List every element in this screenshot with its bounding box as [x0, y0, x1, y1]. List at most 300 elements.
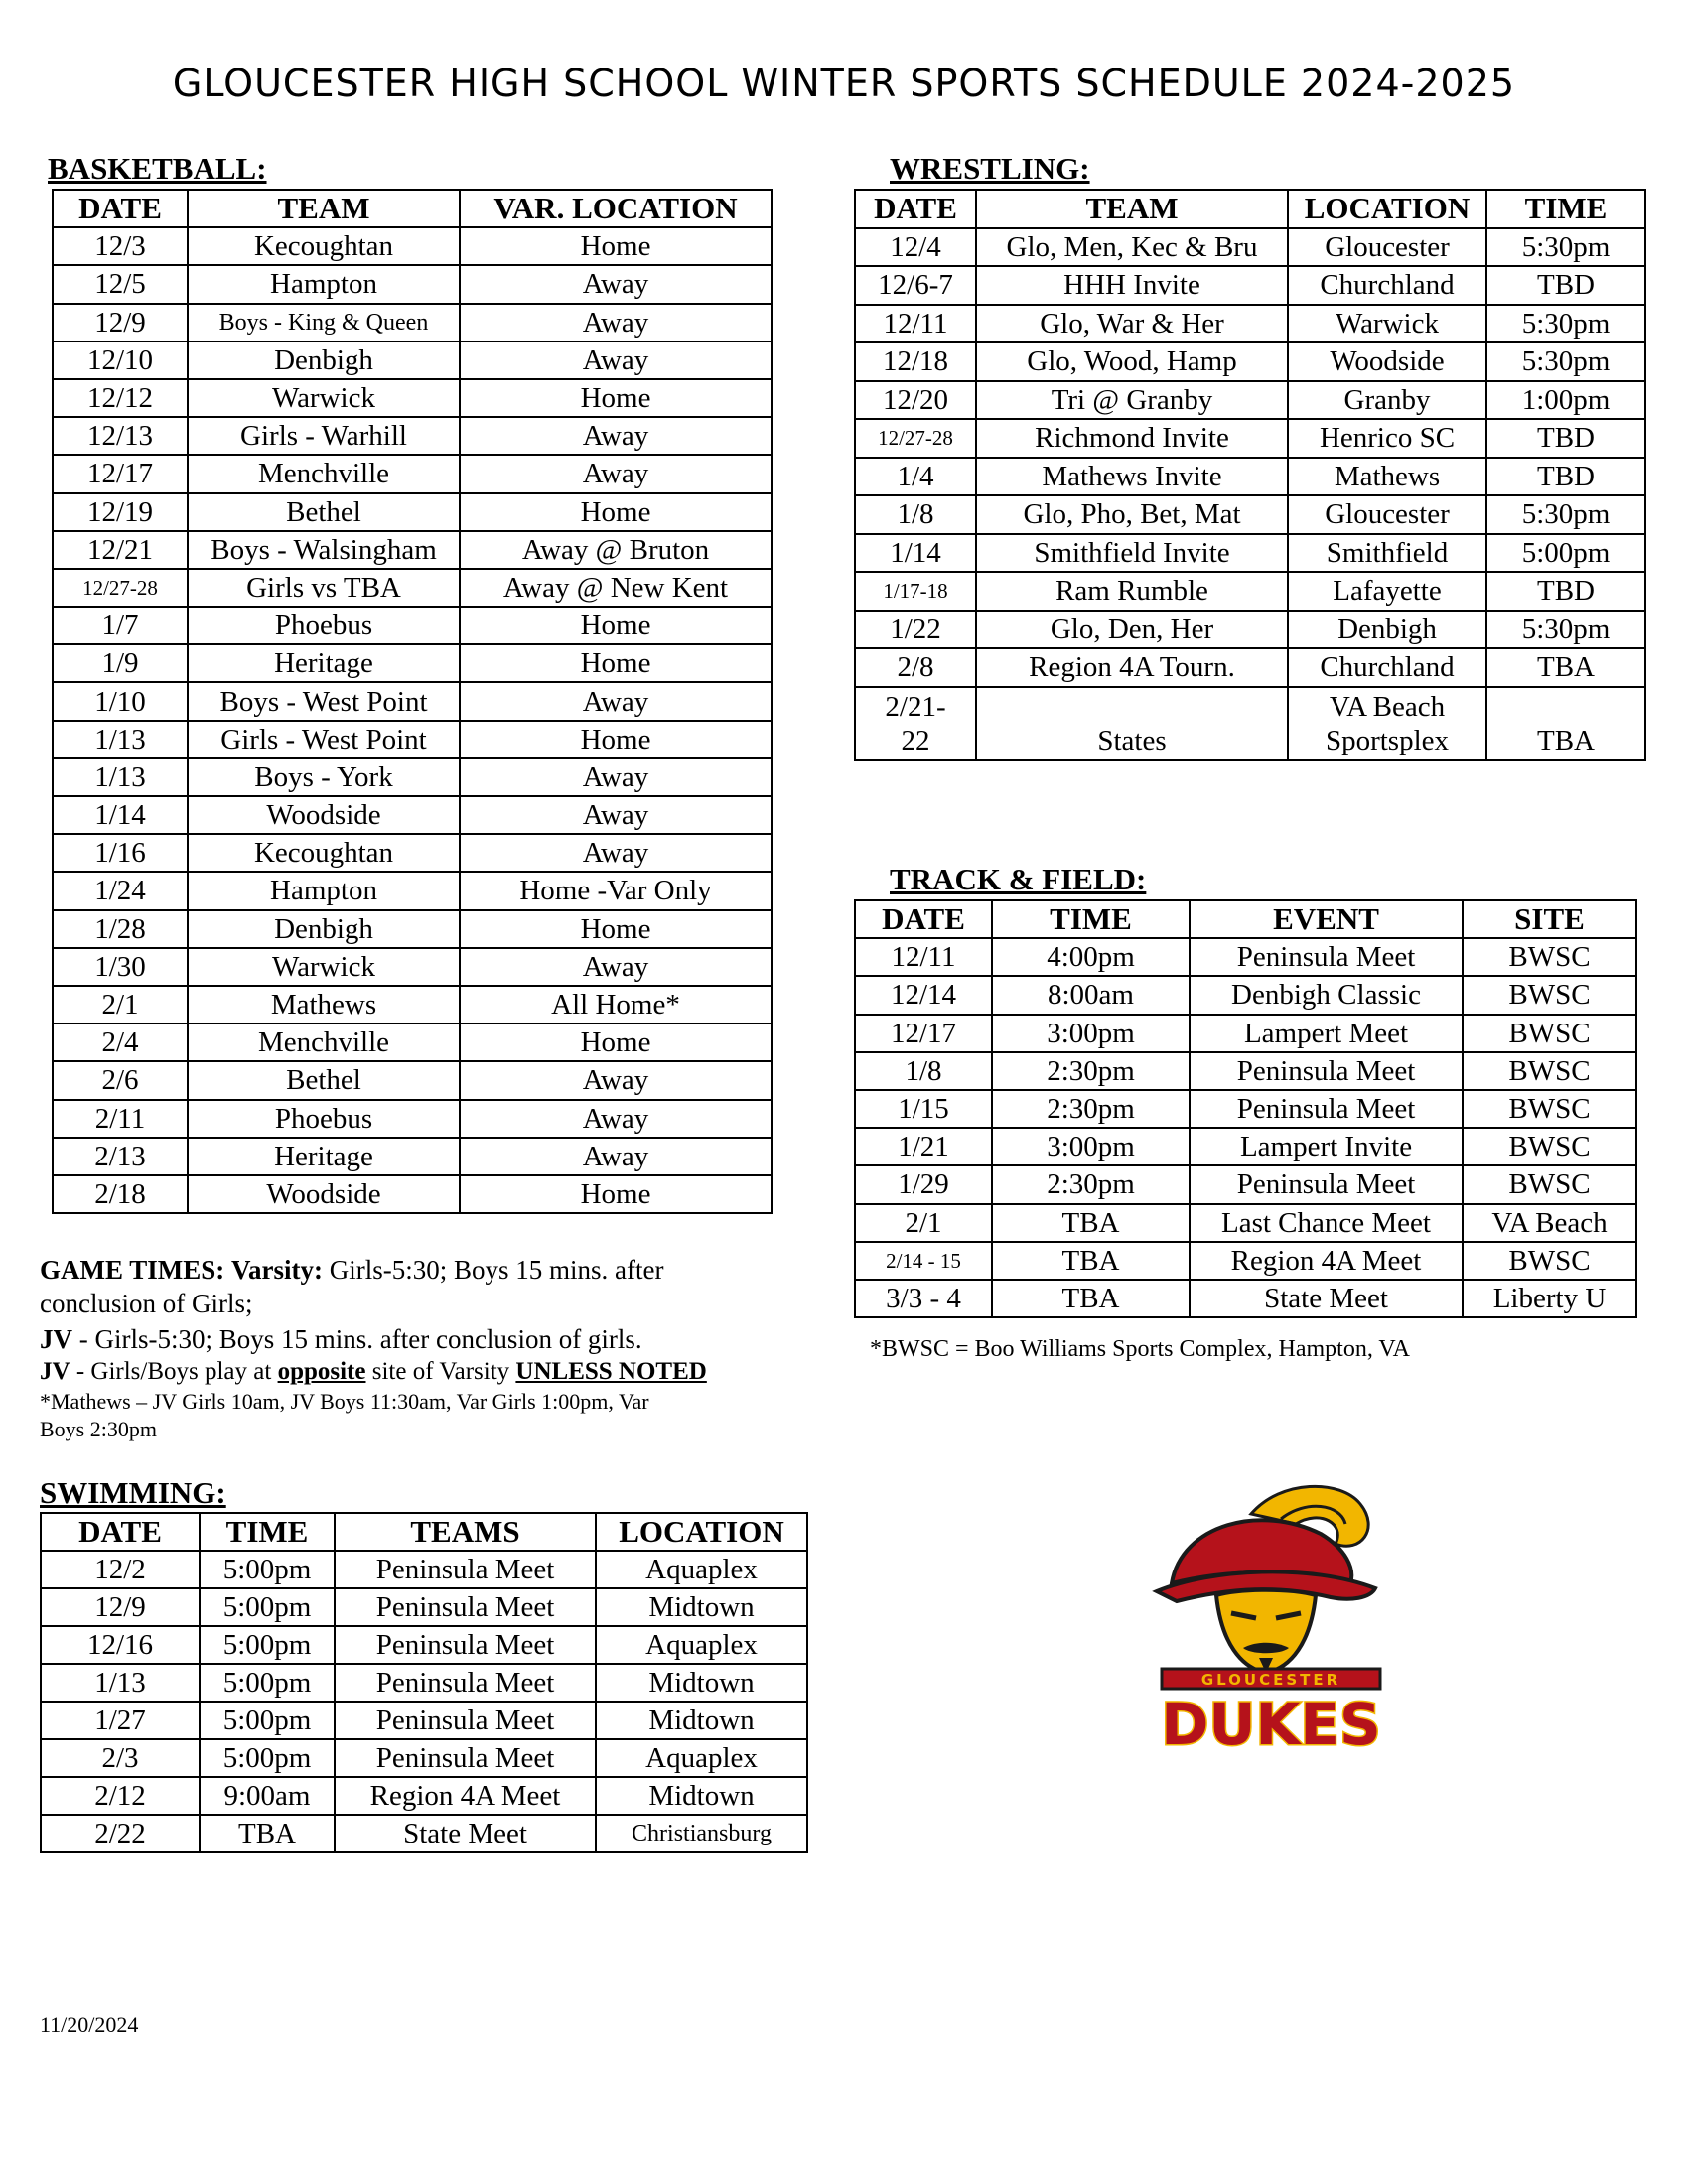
- swimming-cell: Midtown: [596, 1664, 807, 1702]
- basketball-cell: 12/27-28: [53, 569, 188, 607]
- swimming-header-0: DATE: [41, 1513, 200, 1551]
- swimming-cell: Peninsula Meet: [335, 1739, 596, 1777]
- swimming-header-3: LOCATION: [596, 1513, 807, 1551]
- track-cell: Liberty U: [1463, 1280, 1636, 1317]
- wrestling-cell: Granby: [1288, 381, 1486, 420]
- basketball-row: [53, 1138, 772, 1175]
- basketball-cell: Denbigh: [188, 341, 460, 379]
- basketball-row: [53, 227, 772, 265]
- wrestling-cell: 1:00pm: [1486, 381, 1645, 420]
- track-cell: Peninsula Meet: [1190, 1090, 1463, 1128]
- basketball-row: [53, 304, 772, 341]
- basketball-row: [53, 1061, 772, 1099]
- basketball-cell: Warwick: [188, 948, 460, 986]
- basketball-cell: 12/21: [53, 531, 188, 569]
- basketball-cell: Hampton: [188, 872, 460, 909]
- track-cell: BWSC: [1463, 1165, 1636, 1203]
- jv-times-note: [40, 1322, 642, 1356]
- wrestling-cell: [1288, 687, 1486, 760]
- swimming-row: [41, 1702, 807, 1739]
- wrestling-cell-line-2: TBA: [1537, 724, 1595, 756]
- wrestling-cell: Region 4A Tourn.: [976, 648, 1288, 687]
- basketball-cell: 12/10: [53, 341, 188, 379]
- swimming-cell: Peninsula Meet: [335, 1702, 596, 1739]
- basketball-cell: 2/11: [53, 1100, 188, 1138]
- track-cell: 2/1: [855, 1204, 992, 1242]
- track-cell: BWSC: [1463, 938, 1636, 976]
- basketball-cell: Denbigh: [188, 910, 460, 948]
- swimming-header-1: TIME: [200, 1513, 335, 1551]
- swimming-cell: Peninsula Meet: [335, 1664, 596, 1702]
- wrestling-cell: Glo, Den, Her: [976, 611, 1288, 649]
- basketball-cell: Boys - King & Queen: [188, 304, 460, 341]
- basketball-cell: Away @ Bruton: [460, 531, 772, 569]
- basketball-header-2: VAR. LOCATION: [460, 190, 772, 227]
- track-cell: 2:30pm: [992, 1090, 1190, 1128]
- swimming-cell: 5:00pm: [200, 1664, 335, 1702]
- track-cell: 2/14 - 15: [855, 1242, 992, 1280]
- track-row: [855, 1090, 1636, 1128]
- swimming-row: [41, 1777, 807, 1815]
- wrestling-cell: 1/22: [855, 611, 976, 649]
- basketball-cell: Away: [460, 1100, 772, 1138]
- basketball-cell: Girls vs TBA: [188, 569, 460, 607]
- swimming-cell: 1/27: [41, 1702, 200, 1739]
- wrestling-cell: 12/20: [855, 381, 976, 420]
- basketball-cell: Boys - York: [188, 758, 460, 796]
- track-cell: Peninsula Meet: [1190, 1052, 1463, 1090]
- wrestling-cell: Glo, Wood, Hamp: [976, 342, 1288, 381]
- basketball-cell: Home -Var Only: [460, 872, 772, 909]
- swimming-cell: Aquaplex: [596, 1739, 807, 1777]
- basketball-row: [53, 569, 772, 607]
- wrestling-row: [855, 228, 1645, 267]
- wrestling-cell: Warwick: [1288, 305, 1486, 343]
- varsity-times-text: Girls-5:30; Boys 15 mins. after: [329, 1255, 664, 1285]
- track-cell: TBA: [992, 1280, 1190, 1317]
- swimming-row: [41, 1626, 807, 1664]
- basketball-cell: Home: [460, 910, 772, 948]
- basketball-row: [53, 986, 772, 1024]
- track-cell: Lampert Invite: [1190, 1128, 1463, 1165]
- track-cell: VA Beach: [1463, 1204, 1636, 1242]
- basketball-cell: Home: [460, 721, 772, 758]
- track-cell: 4:00pm: [992, 938, 1190, 976]
- basketball-cell: 12/3: [53, 227, 188, 265]
- track-row: [855, 976, 1636, 1014]
- wrestling-cell: TBA: [1486, 648, 1645, 687]
- swimming-header-2: TEAMS: [335, 1513, 596, 1551]
- wrestling-header-0: DATE: [855, 190, 976, 228]
- basketball-cell: Girls - West Point: [188, 721, 460, 758]
- date-stamp: 11/20/2024: [40, 2012, 139, 2037]
- wrestling-row: [855, 534, 1645, 573]
- wrestling-cell: Smithfield Invite: [976, 534, 1288, 573]
- basketball-cell: Heritage: [188, 644, 460, 682]
- swimming-header-row: [41, 1513, 807, 1551]
- track-cell: 12/11: [855, 938, 992, 976]
- basketball-row: [53, 948, 772, 986]
- track-cell: Peninsula Meet: [1190, 1165, 1463, 1203]
- track-row: [855, 1204, 1636, 1242]
- wrestling-cell: 5:30pm: [1486, 228, 1645, 267]
- wrestling-cell: 1/14: [855, 534, 976, 573]
- basketball-header-0: DATE: [53, 190, 188, 227]
- track-cell: 1/8: [855, 1052, 992, 1090]
- track-cell: 3:00pm: [992, 1128, 1190, 1165]
- swimming-cell: 12/16: [41, 1626, 200, 1664]
- wrestling-row: [855, 419, 1645, 458]
- track-cell: 2:30pm: [992, 1052, 1190, 1090]
- basketball-cell: Away @ New Kent: [460, 569, 772, 607]
- track-row: [855, 1052, 1636, 1090]
- wrestling-cell: Mathews: [1288, 458, 1486, 496]
- basketball-cell: Away: [460, 682, 772, 720]
- swimming-cell: 5:00pm: [200, 1702, 335, 1739]
- wrestling-cell: 5:30pm: [1486, 611, 1645, 649]
- track-row: [855, 1015, 1636, 1052]
- wrestling-header-1: TEAM: [976, 190, 1288, 228]
- basketball-cell: All Home*: [460, 986, 772, 1024]
- track-header-2: EVENT: [1190, 900, 1463, 938]
- wrestling-cell: 12/18: [855, 342, 976, 381]
- track-cell: Lampert Meet: [1190, 1015, 1463, 1052]
- jv2-label: JV: [40, 1358, 70, 1385]
- wrestling-cell: 5:30pm: [1486, 305, 1645, 343]
- basketball-cell: Away: [460, 265, 772, 303]
- wrestling-cell: Tri @ Granby: [976, 381, 1288, 420]
- basketball-section-title: BASKETBALL:: [48, 151, 267, 186]
- track-row: [855, 1280, 1636, 1317]
- basketball-cell: 2/1: [53, 986, 188, 1024]
- basketball-cell: 12/13: [53, 417, 188, 455]
- track-cell: BWSC: [1463, 1015, 1636, 1052]
- basketball-cell: Home: [460, 493, 772, 531]
- swimming-cell: 1/13: [41, 1664, 200, 1702]
- wrestling-cell: Smithfield: [1288, 534, 1486, 573]
- wrestling-cell: [855, 687, 976, 760]
- basketball-cell: Home: [460, 1175, 772, 1213]
- track-section-title: TRACK & FIELD:: [890, 862, 1147, 896]
- wrestling-cell: 5:30pm: [1486, 342, 1645, 381]
- basketball-cell: 1/16: [53, 834, 188, 872]
- wrestling-cell: Lafayette: [1288, 572, 1486, 611]
- basketball-row: [53, 644, 772, 682]
- basketball-row: [53, 872, 772, 909]
- basketball-cell: 1/13: [53, 721, 188, 758]
- basketball-cell: Kecoughtan: [188, 834, 460, 872]
- basketball-cell: 12/12: [53, 379, 188, 417]
- swimming-cell: 9:00am: [200, 1777, 335, 1815]
- wrestling-cell: Ram Rumble: [976, 572, 1288, 611]
- swimming-cell: 5:00pm: [200, 1588, 335, 1626]
- basketball-cell: 1/30: [53, 948, 188, 986]
- track-cell: 12/14: [855, 976, 992, 1014]
- swimming-cell: TBA: [200, 1815, 335, 1852]
- mathews-note-line-2: Boys 2:30pm: [40, 1417, 157, 1441]
- varsity-label: Varsity:: [231, 1255, 324, 1285]
- track-row: [855, 1128, 1636, 1165]
- wrestling-row: [855, 381, 1645, 420]
- track-cell: 1/15: [855, 1090, 992, 1128]
- track-row: [855, 1165, 1636, 1203]
- swimming-cell: 12/2: [41, 1551, 200, 1588]
- wrestling-row: [855, 687, 1645, 760]
- track-cell: BWSC: [1463, 1128, 1636, 1165]
- swimming-cell: Aquaplex: [596, 1626, 807, 1664]
- wrestling-cell: Glo, Men, Kec & Bru: [976, 228, 1288, 267]
- wrestling-cell-line-2: 22: [901, 724, 930, 756]
- track-cell: 3:00pm: [992, 1015, 1190, 1052]
- page-title: GLOUCESTER HIGH SCHOOL WINTER SPORTS SCHEDULE 2024-2025: [172, 62, 1516, 105]
- jv2-opposite-text: opposite: [277, 1358, 366, 1385]
- basketball-cell: 1/9: [53, 644, 188, 682]
- basketball-row: [53, 455, 772, 492]
- wrestling-cell: 5:00pm: [1486, 534, 1645, 573]
- swimming-row: [41, 1588, 807, 1626]
- wrestling-cell: 5:30pm: [1486, 495, 1645, 534]
- track-cell: BWSC: [1463, 1090, 1636, 1128]
- wrestling-cell: TBD: [1486, 266, 1645, 305]
- mathews-note: [40, 1388, 649, 1443]
- wrestling-header-2: LOCATION: [1288, 190, 1486, 228]
- basketball-cell: Away: [460, 455, 772, 492]
- swimming-table: [40, 1512, 808, 1853]
- basketball-row: [53, 1100, 772, 1138]
- basketball-cell: Hampton: [188, 265, 460, 303]
- wrestling-cell: [976, 687, 1288, 760]
- track-header-1: TIME: [992, 900, 1190, 938]
- track-cell: 12/17: [855, 1015, 992, 1052]
- track-cell: BWSC: [1463, 976, 1636, 1014]
- swimming-cell: 2/12: [41, 1777, 200, 1815]
- wrestling-cell-line-2: States: [1097, 724, 1167, 756]
- logo-dukes-text: DUKES: [1161, 1691, 1381, 1752]
- wrestling-row: [855, 305, 1645, 343]
- basketball-cell: 1/7: [53, 607, 188, 644]
- wrestling-cell: TBD: [1486, 572, 1645, 611]
- swimming-cell: Aquaplex: [596, 1551, 807, 1588]
- basketball-cell: Home: [460, 607, 772, 644]
- swimming-cell: 5:00pm: [200, 1739, 335, 1777]
- game-times-label: GAME TIMES:: [40, 1255, 225, 1285]
- basketball-cell: Bethel: [188, 1061, 460, 1099]
- wrestling-row: [855, 572, 1645, 611]
- basketball-cell: Heritage: [188, 1138, 460, 1175]
- basketball-cell: Away: [460, 304, 772, 341]
- swimming-cell: State Meet: [335, 1815, 596, 1852]
- wrestling-cell: Gloucester: [1288, 228, 1486, 267]
- basketball-cell: Away: [460, 948, 772, 986]
- jv2-unless-noted-text: UNLESS NOTED: [515, 1358, 707, 1385]
- basketball-cell: 1/10: [53, 682, 188, 720]
- swimming-row: [41, 1739, 807, 1777]
- wrestling-row: [855, 266, 1645, 305]
- swimming-cell: 2/22: [41, 1815, 200, 1852]
- basketball-row: [53, 758, 772, 796]
- wrestling-cell: 1/8: [855, 495, 976, 534]
- basketball-row: [53, 1175, 772, 1213]
- wrestling-row: [855, 495, 1645, 534]
- wrestling-cell: Gloucester: [1288, 495, 1486, 534]
- swimming-cell: Midtown: [596, 1777, 807, 1815]
- track-table: [854, 899, 1637, 1318]
- basketball-cell: 2/4: [53, 1024, 188, 1061]
- basketball-row: [53, 1024, 772, 1061]
- basketball-cell: Boys - Walsingham: [188, 531, 460, 569]
- jv-site-note: [40, 1355, 707, 1389]
- wrestling-cell: TBD: [1486, 419, 1645, 458]
- track-cell: BWSC: [1463, 1242, 1636, 1280]
- wrestling-cell: Mathews Invite: [976, 458, 1288, 496]
- basketball-cell: Away: [460, 1061, 772, 1099]
- track-cell: BWSC: [1463, 1052, 1636, 1090]
- track-row: [855, 938, 1636, 976]
- basketball-cell: 2/6: [53, 1061, 188, 1099]
- basketball-cell: Woodside: [188, 1175, 460, 1213]
- swimming-row: [41, 1664, 807, 1702]
- mathews-note-line-1: *Mathews – JV Girls 10am, JV Boys 11:30am, Var Girls 1:00pm, Var: [40, 1389, 649, 1414]
- basketball-cell: Away: [460, 341, 772, 379]
- wrestling-row: [855, 611, 1645, 649]
- swimming-cell: 5:00pm: [200, 1626, 335, 1664]
- basketball-row: [53, 417, 772, 455]
- basketball-cell: Phoebus: [188, 1100, 460, 1138]
- basketball-row: [53, 493, 772, 531]
- basketball-cell: Away: [460, 834, 772, 872]
- basketball-cell: 1/24: [53, 872, 188, 909]
- basketball-cell: Woodside: [188, 796, 460, 834]
- swimming-cell: Peninsula Meet: [335, 1626, 596, 1664]
- wrestling-cell: 1/4: [855, 458, 976, 496]
- basketball-cell: Kecoughtan: [188, 227, 460, 265]
- wrestling-table: [854, 189, 1646, 761]
- wrestling-cell: Glo, Pho, Bet, Mat: [976, 495, 1288, 534]
- basketball-cell: Phoebus: [188, 607, 460, 644]
- basketball-cell: 12/17: [53, 455, 188, 492]
- track-cell: State Meet: [1190, 1280, 1463, 1317]
- basketball-row: [53, 682, 772, 720]
- gloucester-dukes-logo: [1132, 1474, 1410, 1752]
- game-times-note: [40, 1253, 664, 1320]
- basketball-row: [53, 796, 772, 834]
- basketball-cell: Menchville: [188, 1024, 460, 1061]
- track-cell: Last Chance Meet: [1190, 1204, 1463, 1242]
- basketball-cell: Home: [460, 227, 772, 265]
- jv-times-text: - Girls-5:30; Boys 15 mins. after conclusion of girls.: [78, 1324, 642, 1354]
- wrestling-cell: HHH Invite: [976, 266, 1288, 305]
- basketball-header-row: [53, 190, 772, 227]
- wrestling-cell: [1486, 687, 1645, 760]
- track-cell: TBA: [992, 1242, 1190, 1280]
- swimming-cell: Peninsula Meet: [335, 1551, 596, 1588]
- basketball-cell: Warwick: [188, 379, 460, 417]
- wrestling-row: [855, 342, 1645, 381]
- basketball-cell: Menchville: [188, 455, 460, 492]
- track-cell: Peninsula Meet: [1190, 938, 1463, 976]
- wrestling-cell: 2/8: [855, 648, 976, 687]
- basketball-cell: 1/13: [53, 758, 188, 796]
- wrestling-cell: Henrico SC: [1288, 419, 1486, 458]
- track-cell: 1/21: [855, 1128, 992, 1165]
- basketball-cell: Away: [460, 1138, 772, 1175]
- swimming-section-title: SWIMMING:: [40, 1475, 226, 1510]
- basketball-cell: 2/18: [53, 1175, 188, 1213]
- basketball-cell: Home: [460, 379, 772, 417]
- swimming-cell: Midtown: [596, 1702, 807, 1739]
- track-cell: Region 4A Meet: [1190, 1242, 1463, 1280]
- jv2-mid-text: site of Varsity: [371, 1358, 510, 1385]
- basketball-row: [53, 607, 772, 644]
- track-cell: 8:00am: [992, 976, 1190, 1014]
- track-cell: 1/29: [855, 1165, 992, 1203]
- basketball-cell: 1/14: [53, 796, 188, 834]
- basketball-row: [53, 341, 772, 379]
- logo-gloucester-text: GLOUCESTER: [1200, 1671, 1341, 1689]
- wrestling-cell: Richmond Invite: [976, 419, 1288, 458]
- wrestling-cell-line-1: 2/21-: [885, 690, 946, 723]
- wrestling-row: [855, 648, 1645, 687]
- swimming-cell: Christiansburg: [596, 1815, 807, 1852]
- basketball-table: [52, 189, 773, 1214]
- wrestling-header-row: [855, 190, 1645, 228]
- jv2-pre-text: - Girls/Boys play at: [75, 1358, 272, 1385]
- wrestling-header-3: TIME: [1486, 190, 1645, 228]
- basketball-cell: Home: [460, 644, 772, 682]
- basketball-cell: Home: [460, 1024, 772, 1061]
- basketball-row: [53, 834, 772, 872]
- swimming-cell: Midtown: [596, 1588, 807, 1626]
- wrestling-section-title: WRESTLING:: [890, 151, 1090, 186]
- basketball-cell: 12/9: [53, 304, 188, 341]
- wrestling-cell: Churchland: [1288, 266, 1486, 305]
- wrestling-cell: 1/17-18: [855, 572, 976, 611]
- wrestling-cell: Churchland: [1288, 648, 1486, 687]
- basketball-cell: Away: [460, 758, 772, 796]
- basketball-header-1: TEAM: [188, 190, 460, 227]
- swimming-cell: 2/3: [41, 1739, 200, 1777]
- wrestling-cell: Woodside: [1288, 342, 1486, 381]
- track-cell: TBA: [992, 1204, 1190, 1242]
- wrestling-cell: TBD: [1486, 458, 1645, 496]
- track-header-0: DATE: [855, 900, 992, 938]
- basketball-cell: Mathews: [188, 986, 460, 1024]
- basketball-cell: 1/28: [53, 910, 188, 948]
- track-cell: 3/3 - 4: [855, 1280, 992, 1317]
- swimming-row: [41, 1551, 807, 1588]
- basketball-cell: Bethel: [188, 493, 460, 531]
- swimming-cell: Region 4A Meet: [335, 1777, 596, 1815]
- wrestling-cell-line-1: VA Beach: [1329, 690, 1446, 723]
- swimming-cell: Peninsula Meet: [335, 1588, 596, 1626]
- wrestling-row: [855, 458, 1645, 496]
- wrestling-cell: 12/27-28: [855, 419, 976, 458]
- wrestling-cell: 12/11: [855, 305, 976, 343]
- track-cell: Denbigh Classic: [1190, 976, 1463, 1014]
- track-cell: 2:30pm: [992, 1165, 1190, 1203]
- wrestling-cell: 12/4: [855, 228, 976, 267]
- basketball-cell: Girls - Warhill: [188, 417, 460, 455]
- basketball-row: [53, 531, 772, 569]
- swimming-row: [41, 1815, 807, 1852]
- jv-label: JV: [40, 1324, 72, 1354]
- swimming-cell: 5:00pm: [200, 1551, 335, 1588]
- track-row: [855, 1242, 1636, 1280]
- basketball-row: [53, 721, 772, 758]
- track-header-row: [855, 900, 1636, 938]
- basketball-row: [53, 379, 772, 417]
- swimming-cell: 12/9: [41, 1588, 200, 1626]
